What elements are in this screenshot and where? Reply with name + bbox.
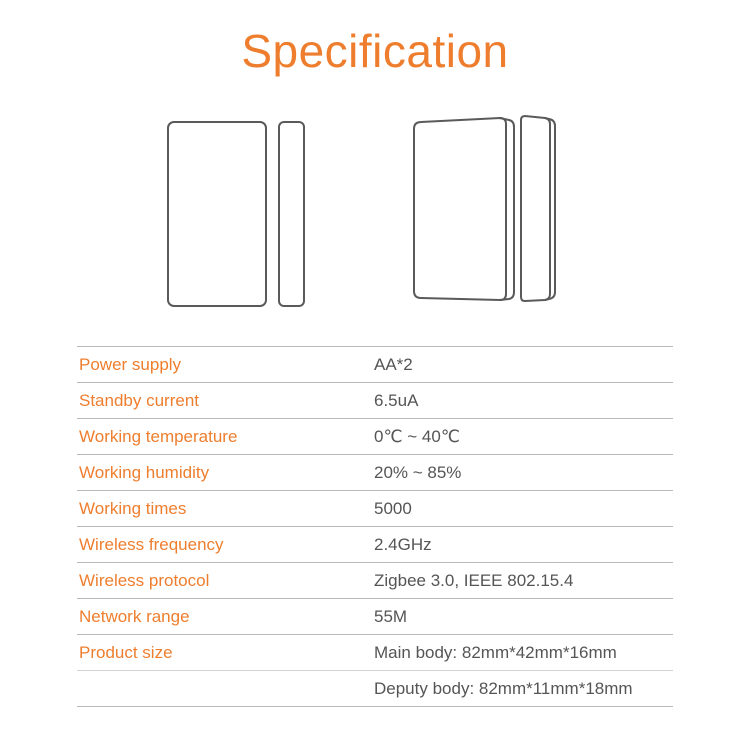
- product-illustration: [0, 100, 750, 320]
- spec-value: 20% ~ 85%: [374, 455, 673, 491]
- perspective-view-drawing: [414, 116, 555, 301]
- front-main-body: [168, 122, 266, 306]
- spec-label: Working times: [77, 491, 374, 527]
- spec-row: [77, 491, 673, 527]
- spec-value: 2.4GHz: [374, 527, 673, 563]
- front-view-drawing: [168, 122, 304, 306]
- spec-row: [77, 347, 673, 383]
- spec-row: [77, 455, 673, 491]
- perspective-deputy-face: [521, 116, 550, 301]
- spec-row: [77, 527, 673, 563]
- spec-label: Power supply: [77, 347, 374, 383]
- spec-value: AA*2: [374, 347, 673, 383]
- spec-row: [77, 419, 673, 455]
- spec-row: [77, 635, 673, 671]
- spec-label: Product size: [77, 635, 374, 671]
- spec-label: Wireless frequency: [77, 527, 374, 563]
- spec-label: Working temperature: [77, 419, 374, 455]
- spec-value: 5000: [374, 491, 673, 527]
- spec-row: [77, 383, 673, 419]
- page-title: Specification: [241, 25, 509, 77]
- spec-row: [77, 671, 673, 707]
- spec-label: [77, 671, 374, 707]
- spec-value: Zigbee 3.0, IEEE 802.15.4: [374, 563, 673, 599]
- spec-value: 55M: [374, 599, 673, 635]
- perspective-main-face: [414, 118, 506, 300]
- spec-label: Wireless protocol: [77, 563, 374, 599]
- spec-label: Working humidity: [77, 455, 374, 491]
- spec-value: Deputy body: 82mm*11mm*18mm: [374, 671, 673, 707]
- specification-table: [77, 346, 673, 707]
- spec-row: [77, 599, 673, 635]
- spec-label: Standby current: [77, 383, 374, 419]
- spec-value: 6.5uA: [374, 383, 673, 419]
- spec-value: 0℃ ~ 40℃: [374, 419, 673, 455]
- spec-label: Network range: [77, 599, 374, 635]
- spec-row: [77, 563, 673, 599]
- front-deputy-body: [279, 122, 304, 306]
- specification-rows: [77, 347, 673, 707]
- spec-value: Main body: 82mm*42mm*16mm: [374, 635, 673, 671]
